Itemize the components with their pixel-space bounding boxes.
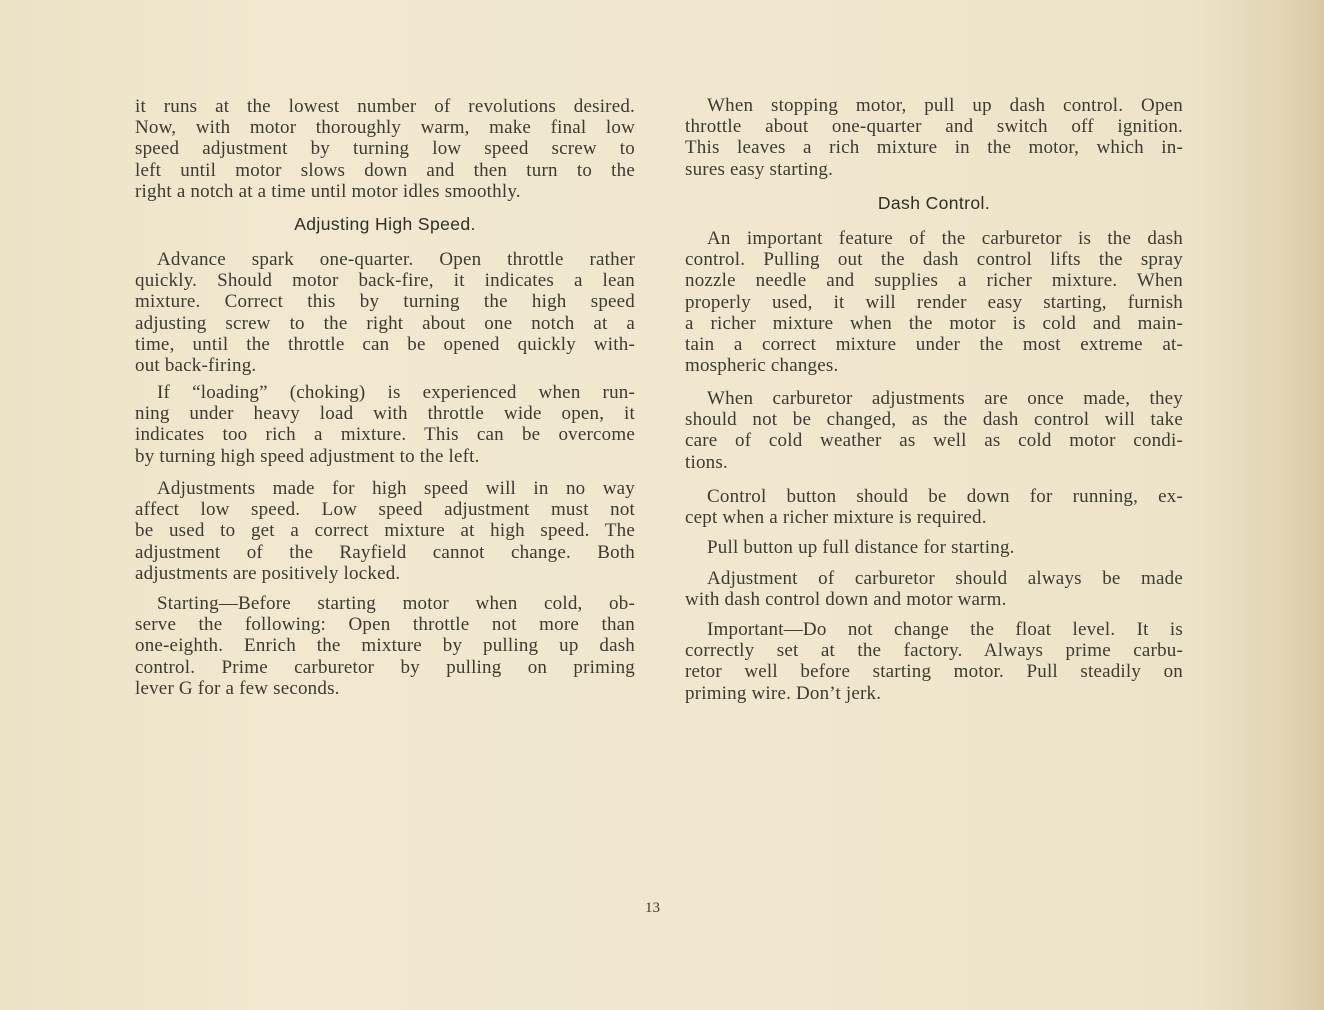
paragraph: [685, 388, 1183, 473]
text-line: throttle about one-quarter and switch off ignition.: [685, 116, 1183, 138]
text-line: Starting—Before starting motor when cold, ob-: [157, 593, 635, 614]
text-line: Adjustment of carburetor should always be made: [707, 568, 1183, 589]
text-line: mospheric changes.: [685, 355, 839, 377]
text-line: Advance spark one-quarter. Open throttle rather: [157, 249, 635, 270]
text-line: This leaves a rich mixture in the motor, which in-: [685, 137, 1183, 159]
text-line: sures easy starting.: [685, 158, 834, 180]
paragraph: [685, 619, 1183, 704]
text-line: adjustment of the Rayfield cannot change. Both: [135, 541, 635, 563]
paragraph: [135, 593, 635, 699]
text-line: out back-firing.: [135, 354, 257, 376]
paragraph: [685, 486, 1183, 528]
paragraph: [685, 228, 1183, 376]
text-line: adjustments are positively locked.: [135, 562, 401, 584]
paragraph: [135, 382, 635, 467]
text-line: be used to get a correct mixture at high speed. The: [135, 520, 635, 542]
text-line: control. Prime carburetor by pulling on priming: [135, 656, 635, 678]
text-line: adjusting screw to the right about one notch at a: [135, 312, 635, 334]
text-line: with dash control down and motor warm.: [685, 589, 1007, 611]
page-number: 13: [645, 900, 660, 916]
text-line: one-eighth. Enrich the mixture by pulling up dash: [135, 635, 635, 657]
text-line: indicates too rich a mixture. This can be overcome: [135, 424, 635, 446]
text-line: tions.: [685, 451, 728, 473]
text-line: ning under heavy load with throttle wide open, it: [135, 403, 635, 425]
text-line: affect low speed. Low speed adjustment must not: [135, 499, 635, 521]
section-heading: Adjusting High Speed.: [294, 214, 476, 234]
paragraph: [135, 96, 635, 202]
text-line: nozzle needle and supplies a richer mixture. When: [685, 270, 1183, 292]
text-line: quickly. Should motor back-fire, it indicates a lean: [135, 270, 635, 292]
text-line: right a notch at a time until motor idles smoothly.: [135, 180, 521, 202]
section-heading: Dash Control.: [877, 193, 991, 213]
text-line: If “loading” (choking) is experienced when run-: [157, 382, 635, 403]
text-line: priming wire. Don’t jerk.: [685, 682, 882, 704]
text-line: left until motor slows down and then turn to the: [135, 159, 635, 181]
paragraph: [135, 249, 635, 376]
text-line: retor well before starting motor. Pull steadily on: [685, 661, 1183, 683]
text-line: serve the following: Open throttle not more than: [135, 614, 635, 636]
text-line: An important feature of the carburetor is the dash: [707, 228, 1183, 249]
text-line: Control button should be down for running, ex-: [707, 486, 1183, 507]
text-line: it runs at the lowest number of revolutions desired.: [135, 96, 635, 117]
text-line: properly used, it will render easy starting, furnish: [685, 291, 1183, 313]
text-line: When carburetor adjustments are once made, they: [707, 388, 1183, 409]
text-line: time, until the throttle can be opened quickly with-: [135, 333, 635, 355]
text-line: Adjustments made for high speed will in no way: [157, 478, 635, 499]
paragraph: [685, 95, 1183, 180]
text-line: Pull button up full distance for starting.: [707, 537, 1015, 558]
text-line: by turning high speed adjustment to the left.: [135, 445, 480, 467]
text-line: care of cold weather as well as cold motor condi-: [685, 430, 1183, 452]
text-line: should not be changed, as the dash control will take: [685, 409, 1183, 431]
text-line: When stopping motor, pull up dash control. Open: [707, 95, 1183, 116]
text-line: speed adjustment by turning low speed screw to: [135, 138, 635, 160]
text-line: control. Pulling out the dash control lifts the spray: [685, 249, 1183, 271]
text-line: mixture. Correct this by turning the high speed: [135, 291, 635, 313]
text-line: a richer mixture when the motor is cold and main-: [685, 312, 1183, 334]
text-line: Now, with motor thoroughly warm, make final low: [135, 117, 635, 139]
text-line: lever G for a few seconds.: [135, 677, 340, 699]
text-line: tain a correct mixture under the most extreme at-: [685, 333, 1183, 355]
text-line: Important—Do not change the float level. It is: [707, 619, 1183, 640]
text-line: correctly set at the factory. Always prime carbu-: [685, 640, 1183, 662]
paragraph: [685, 568, 1183, 610]
text-line: cept when a richer mixture is required.: [685, 507, 987, 529]
paragraph: [135, 478, 635, 584]
paragraph: [685, 537, 1183, 558]
